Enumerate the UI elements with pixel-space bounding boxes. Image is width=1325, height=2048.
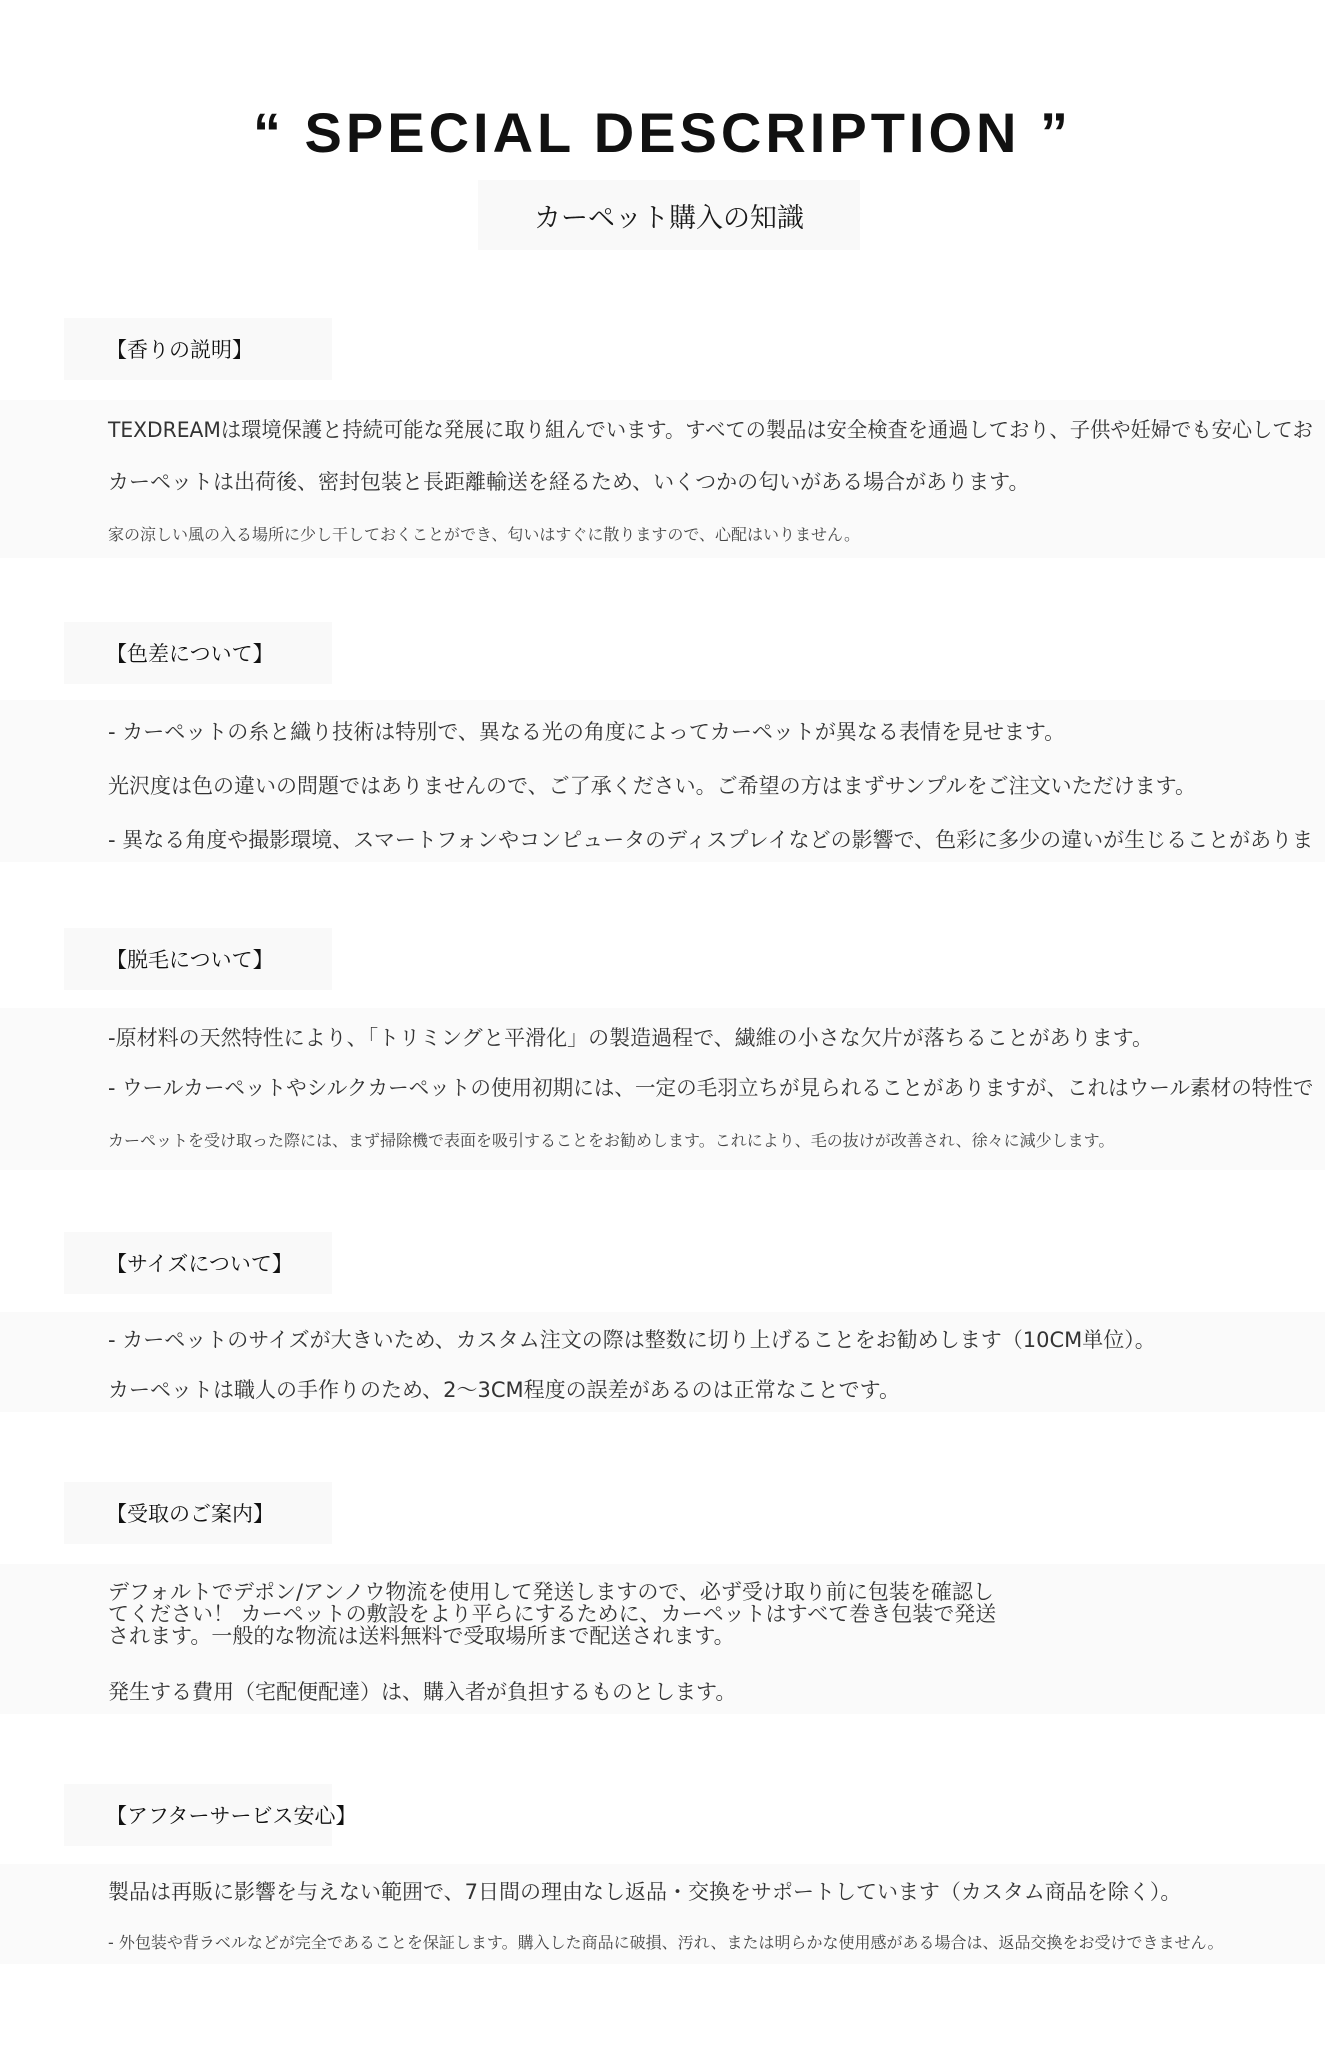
section-text-line: - 外包装や背ラベルなどが完全であることを保証します。購入した商品に破損、汚れ、または明らかな使用感がある場合は、返品交換をお受けできません。 — [108, 1933, 1224, 1952]
section-text-line: TEXDREAMは環境保護と持続可能な発展に取り組んでいます。すべての製品は安全検査を通過しており、子供や妊婦でも安心してお — [108, 418, 1313, 442]
section-heading-delivery: 【受取のご案内】 — [64, 1482, 332, 1544]
section-heading-shedding: 【脱毛について】 — [64, 928, 332, 990]
section-text-line: カーペットは職人の手作りのため、2〜3CM程度の誤差があるのは正常なことです。 — [108, 1378, 900, 1402]
section-text-line: 製品は再販に影響を与えない範囲で、7日間の理由なし返品・交換をサポートしています（カスタム商品を除く）。 — [108, 1880, 1182, 1904]
section-text-line: されます。一般的な物流は送料無料で受取場所まで配送されます。 — [108, 1624, 735, 1648]
section-text-line: 家の涼しい風の入る場所に少し干しておくことができ、匂いはすぐに散りますので、心配はいりません。 — [108, 525, 861, 544]
section-text-line: - ウールカーペットやシルクカーペットの使用初期には、一定の毛羽立ちが見られることがありますが、これはウール素材の特性で — [108, 1076, 1314, 1100]
section-text-line: デフォルトでデポン/アンノウ物流を使用して発送しますので、必ず受け取り前に包装を確認し — [108, 1580, 994, 1604]
section-text-line: - 異なる角度や撮影環境、スマートフォンやコンピュータのディスプレイなどの影響で、色彩に多少の違いが生じることがありま — [108, 828, 1314, 852]
section-text-line: - カーペットの糸と織り技術は特別で、異なる光の角度によってカーペットが異なる表情を見せます。 — [108, 720, 1066, 744]
page-subtitle: カーペット購入の知識 — [478, 180, 860, 250]
section-text-line: -原材料の天然特性により、「トリミングと平滑化」の製造過程で、繊維の小さな欠片が落ちることがあります。 — [108, 1026, 1153, 1050]
section-heading-size: 【サイズについて】 — [64, 1232, 332, 1294]
section-text-line: カーペットを受け取った際には、まず掃除機で表面を吸引することをお勧めします。これにより、毛の抜けが改善され、徐々に減少します。 — [108, 1131, 1115, 1150]
section-heading-scent: 【香りの説明】 — [64, 318, 332, 380]
section-text-line: カーペットは出荷後、密封包装と長距離輸送を経るため、いくつかの匂いがある場合があります。 — [108, 470, 1030, 494]
section-heading-aftersales: 【アフターサービス安心】 — [64, 1784, 332, 1846]
page-title: “ SPECIAL DESCRIPTION ” — [252, 101, 1073, 164]
section-text-line: てください！ カーペットの敷設をより平らにするために、カーペットはすべて巻き包装で発送 — [108, 1602, 997, 1626]
section-text-line: 発生する費用（宅配便配達）は、購入者が負担するものとします。 — [108, 1680, 737, 1704]
section-heading-color: 【色差について】 — [64, 622, 332, 684]
section-text-line: 光沢度は色の違いの問題ではありませんので、ご了承ください。ご希望の方はまずサンプルをご注文いただけます。 — [108, 774, 1197, 798]
section-text-line: - カーペットのサイズが大きいため、カスタム注文の際は整数に切り上げることをお勧めします（10CM単位）。 — [108, 1328, 1156, 1352]
